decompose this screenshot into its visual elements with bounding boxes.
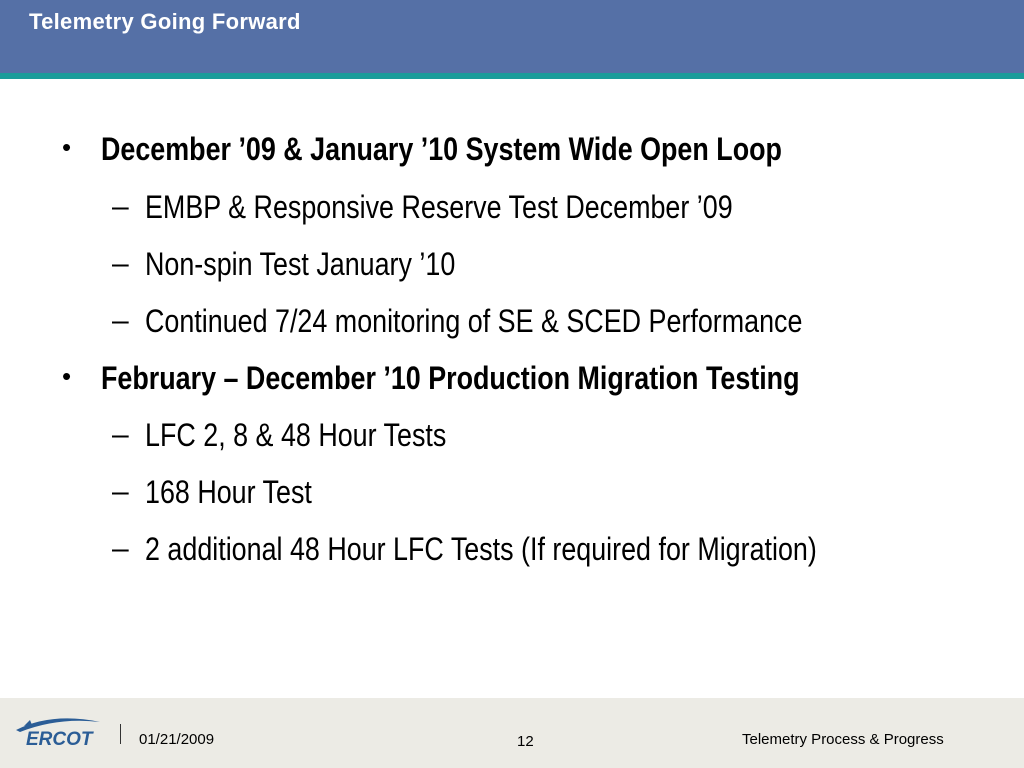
bullet-marker: •	[62, 132, 72, 162]
bullet-2-subitem-1: LFC 2, 8 & 48 Hour Tests	[145, 417, 447, 453]
slide-footer	[0, 698, 1024, 768]
dash-marker: –	[112, 304, 129, 337]
dash-marker: –	[112, 190, 129, 223]
ercot-logo	[12, 710, 104, 750]
slide-header-bar	[0, 0, 1024, 73]
footer-separator	[120, 724, 121, 744]
dash-marker: –	[112, 475, 129, 508]
bullet-marker: •	[62, 361, 72, 391]
footer-presentation-title: Telemetry Process & Progress	[742, 731, 944, 748]
slide-title: Telemetry Going Forward	[29, 9, 301, 34]
bullet-1-text: December ’09 & January ’10 System Wide Open Loop	[101, 131, 782, 167]
logo-wordmark: ERCOT	[26, 729, 93, 750]
footer-date: 01/21/2009	[139, 731, 215, 748]
bullet-1-subitem-2: Non-spin Test January ’10	[145, 246, 456, 282]
dash-marker: –	[112, 532, 129, 565]
page-number: 12	[517, 733, 534, 750]
dash-marker: –	[112, 247, 129, 280]
bullet-2-subitem-3: 2 additional 48 Hour LFC Tests (If required for Migration)	[145, 531, 817, 567]
bullet-2-subitem-2: 168 Hour Test	[145, 474, 312, 510]
bullet-1-subitem-1: EMBP & Responsive Reserve Test December ’09	[145, 189, 733, 225]
bullet-2-text: February – December ’10 Production Migration Testing	[101, 360, 800, 396]
bullet-1-subitem-3: Continued 7/24 monitoring of SE & SCED Performance	[145, 303, 803, 339]
header-accent-rule	[0, 73, 1024, 79]
dash-marker: –	[112, 418, 129, 451]
